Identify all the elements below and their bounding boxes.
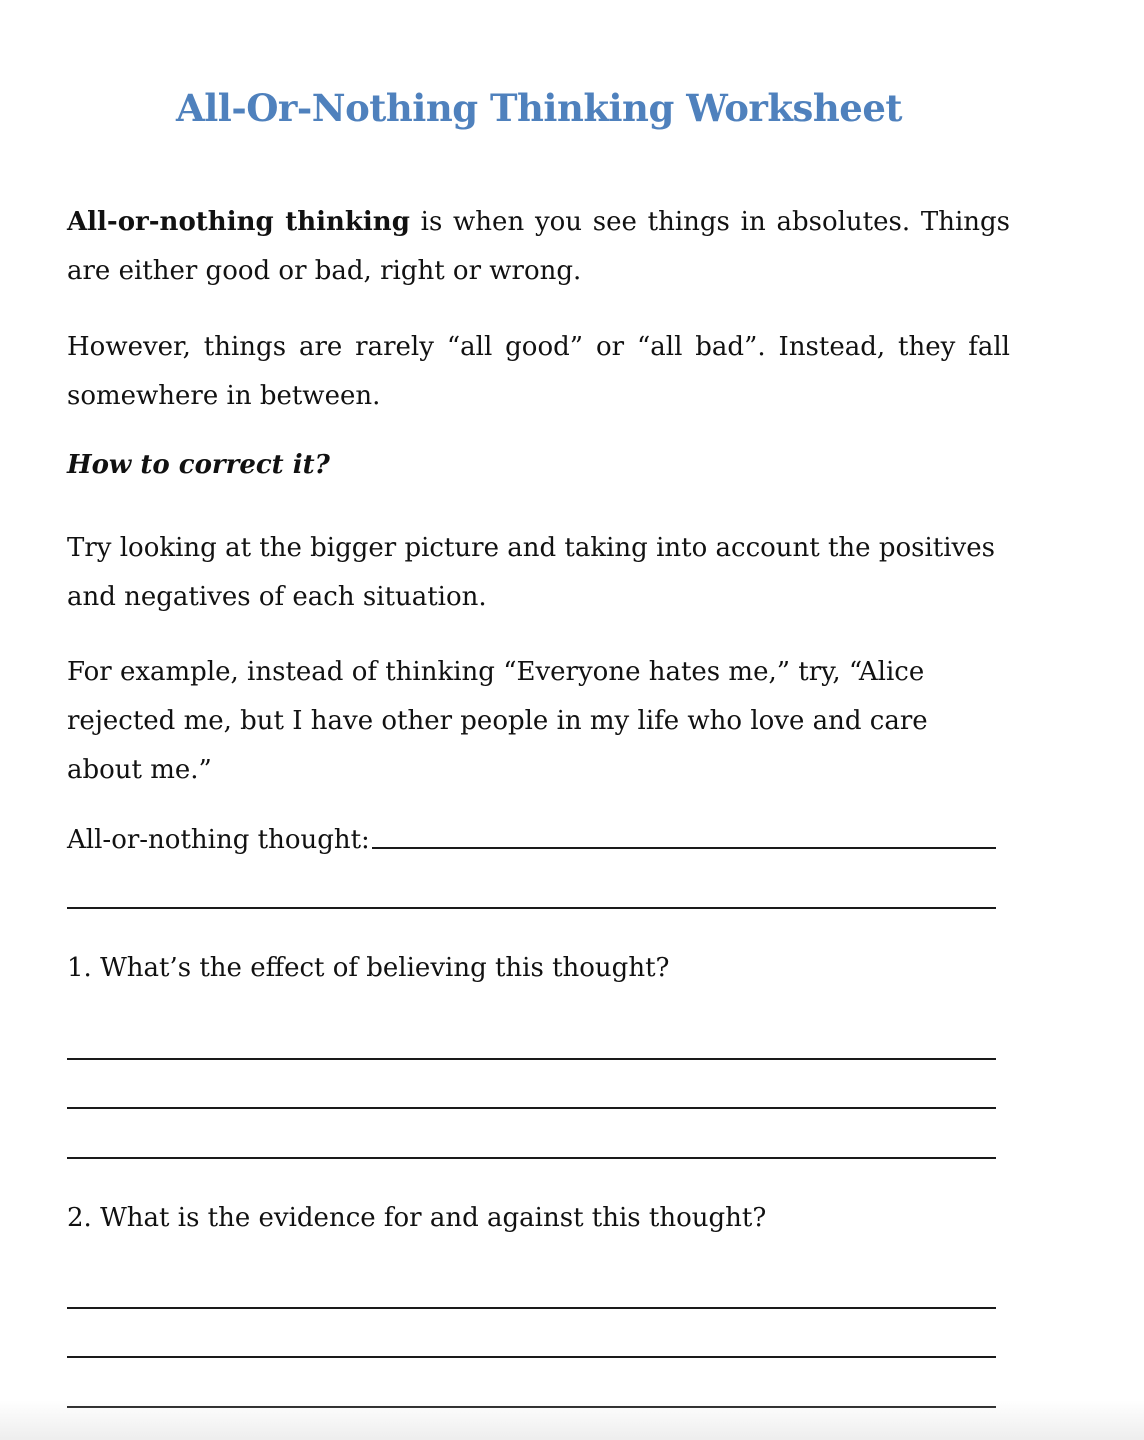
bigger-picture-paragraph: Try looking at the bigger picture and taking into account the positives and negatives of each situation. <box>67 533 995 612</box>
thought-answer-line[interactable] <box>372 846 996 849</box>
correct-heading: How to correct it? <box>67 450 330 480</box>
question-1-answer-line[interactable] <box>67 1107 996 1109</box>
example-paragraph: For example, instead of thinking “Everyone hates me,” try, “Alice rejected me, but I have other people in my life who love and care about me.” <box>67 657 928 785</box>
question-1-answer-line[interactable] <box>67 1058 996 1060</box>
question-2: 2. What is the evidence for and against this thought? <box>67 1203 767 1233</box>
thought-answer-line-2[interactable] <box>67 907 996 909</box>
intro-definition: is when you see things in absolutes. Things are either good or bad, right or wrong. <box>67 207 1010 286</box>
intro-term: All-or-nothing thinking <box>67 207 410 237</box>
intro-paragraph <box>67 198 1010 296</box>
question-1: 1. What’s the effect of believing this thought? <box>67 953 670 983</box>
thought-field[interactable] <box>67 825 996 855</box>
question-1-answer-line[interactable] <box>67 1157 996 1159</box>
question-2-answer-line[interactable] <box>67 1356 996 1358</box>
question-2-answer-line[interactable] <box>67 1307 996 1309</box>
thought-label: All-or-nothing thought: <box>67 825 370 855</box>
rarely-absolute-paragraph: However, things are rarely “all good” or “all bad”. Instead, they fall somewhere in between. <box>67 332 1010 411</box>
page-title: All-Or-Nothing Thinking Worksheet <box>176 86 902 130</box>
page-edge-shadow <box>0 1400 1144 1440</box>
